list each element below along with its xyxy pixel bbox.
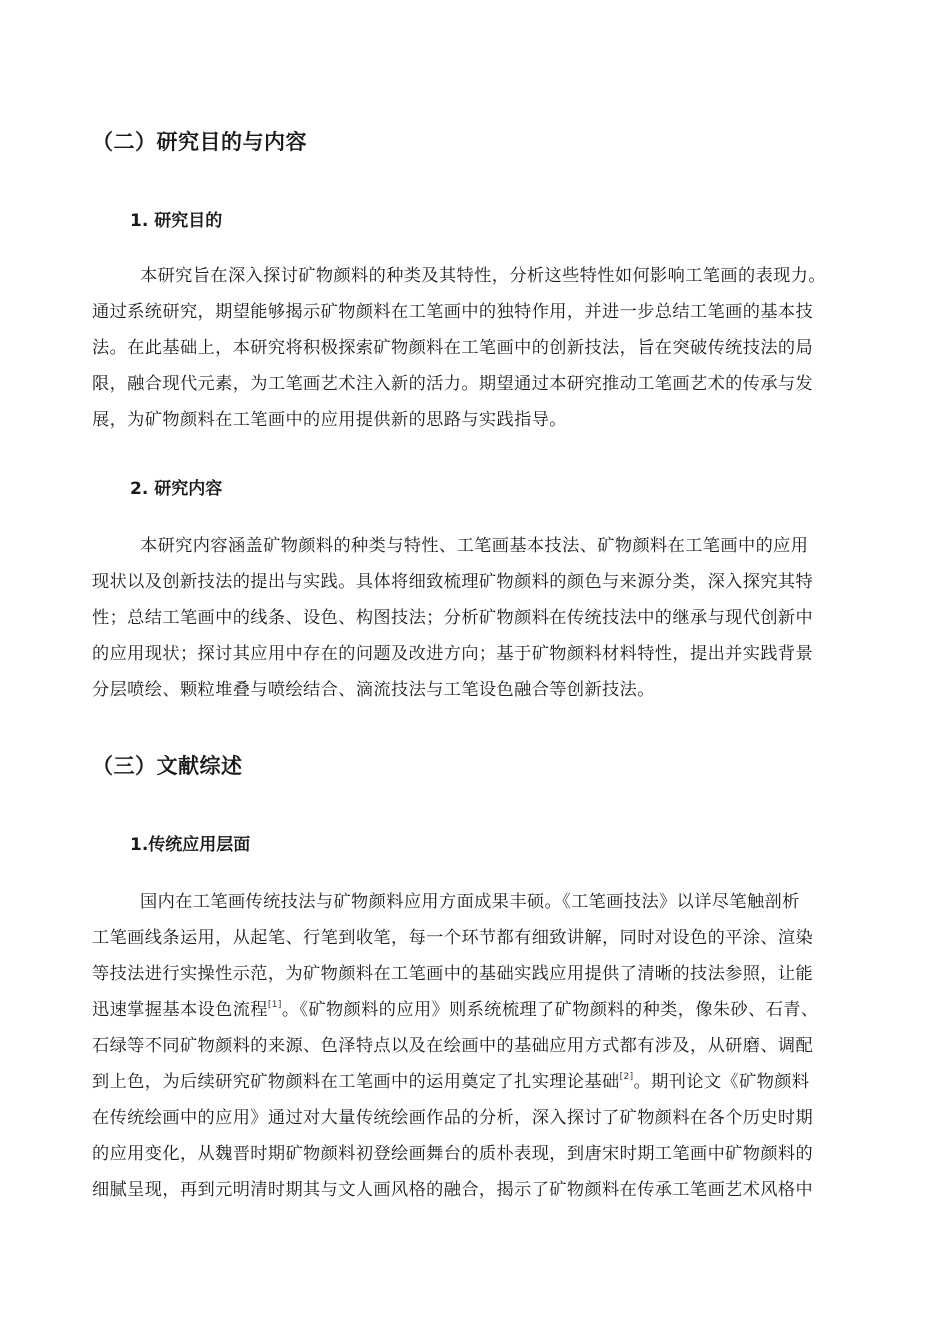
paragraph-line: 本研究旨在深入探讨矿物颜料的种类及其特性，分析这些特性如何影响工笔画的表现力。	[140, 266, 826, 286]
line-text: 。《矿物颜料的应用》则系统梳理了矿物颜料的种类，像朱砂、石青、	[281, 1000, 819, 1020]
paragraph-line: 的应用变化，从魏晋时期矿物颜料初登绘画舞台的质朴表现，到唐宋时期工笔画中矿物颜料的	[92, 1144, 814, 1164]
paragraph-line: 现状以及创新技法的提出与实践。具体将细致梳理矿物颜料的颜色与来源分类，深入探究其特	[92, 572, 814, 592]
paragraph-line: 工笔画线条运用，从起笔、行笔到收笔，每一个环节都有细致讲解，同时对设色的平涂、渲染	[92, 928, 814, 948]
section-heading-literature-review: （三）文献综述	[92, 754, 243, 778]
paragraph-line: 细腻呈现，再到元明清时期其与文人画风格的融合，揭示了矿物颜料在传承工笔画艺术风格中	[92, 1180, 814, 1200]
paragraph-line: 国内在工笔画传统技法与矿物颜料应用方面成果丰硕。《工笔画技法》以详尽笔触剖析	[140, 892, 800, 912]
citation-2[interactable]: [2]	[619, 1072, 634, 1082]
paragraph-research-purpose	[92, 258, 892, 438]
line-text: 迅速掌握基本设色流程	[92, 1000, 268, 1020]
paragraph-line: 通过系统研究，期望能够揭示矿物颜料在工笔画中的独特作用，并进一步总结工笔画的基本技	[92, 302, 814, 322]
paragraph-research-content	[92, 528, 892, 708]
paragraph-line: 在传统绘画中的应用》通过对大量传统绘画作品的分析，深入探讨了矿物颜料在各个历史时期	[92, 1108, 814, 1128]
section-heading-research-purpose-content: （二）研究目的与内容	[92, 130, 307, 154]
line-text: 。期刊论文《矿物颜料	[633, 1072, 810, 1092]
paragraph-line: 本研究内容涵盖矿物颜料的种类与特性、工笔画基本技法、矿物颜料在工笔画中的应用	[140, 536, 809, 556]
paragraph-line: 分层喷绘、颗粒堆叠与喷绘结合、滴流技法与工笔设色融合等创新技法。	[92, 680, 655, 700]
subheading-traditional-application: 1.传统应用层面	[130, 835, 251, 855]
subheading-research-purpose: 1. 研究目的	[130, 211, 223, 231]
paragraph-line	[92, 992, 892, 1028]
paragraph-line	[92, 1064, 892, 1100]
paragraph-line: 石绿等不同矿物颜料的来源、色泽特点以及在绘画中的基础应用方式都有涉及，从研磨、调配	[92, 1036, 814, 1056]
paragraph-line: 性；总结工笔画中的线条、设色、构图技法；分析矿物颜料在传统技法中的继承与现代创新中	[92, 608, 814, 628]
paragraph-line: 展，为矿物颜料在工笔画中的应用提供新的思路与实践指导。	[92, 410, 567, 430]
paragraph-line: 限，融合现代元素，为工笔画艺术注入新的活力。期望通过本研究推动工笔画艺术的传承与发	[92, 374, 814, 394]
subheading-research-content: 2. 研究内容	[130, 479, 223, 499]
citation-1[interactable]: [1]	[267, 1000, 282, 1010]
paragraph-line: 的应用现状；探讨其应用中存在的问题及改进方向；基于矿物颜料材料特性，提出并实践背景	[92, 644, 814, 664]
paragraph-line: 法。在此基础上，本研究将积极探索矿物颜料在工笔画中的创新技法，旨在突破传统技法的局	[92, 338, 814, 358]
paragraph-traditional-application	[92, 884, 892, 1208]
paragraph-line: 等技法进行实操性示范，为矿物颜料在工笔画中的基础实践应用提供了清晰的技法参照，让能	[92, 964, 814, 984]
line-text: 到上色，为后续研究矿物颜料在工笔画中的运用奠定了扎实理论基础	[92, 1072, 620, 1092]
